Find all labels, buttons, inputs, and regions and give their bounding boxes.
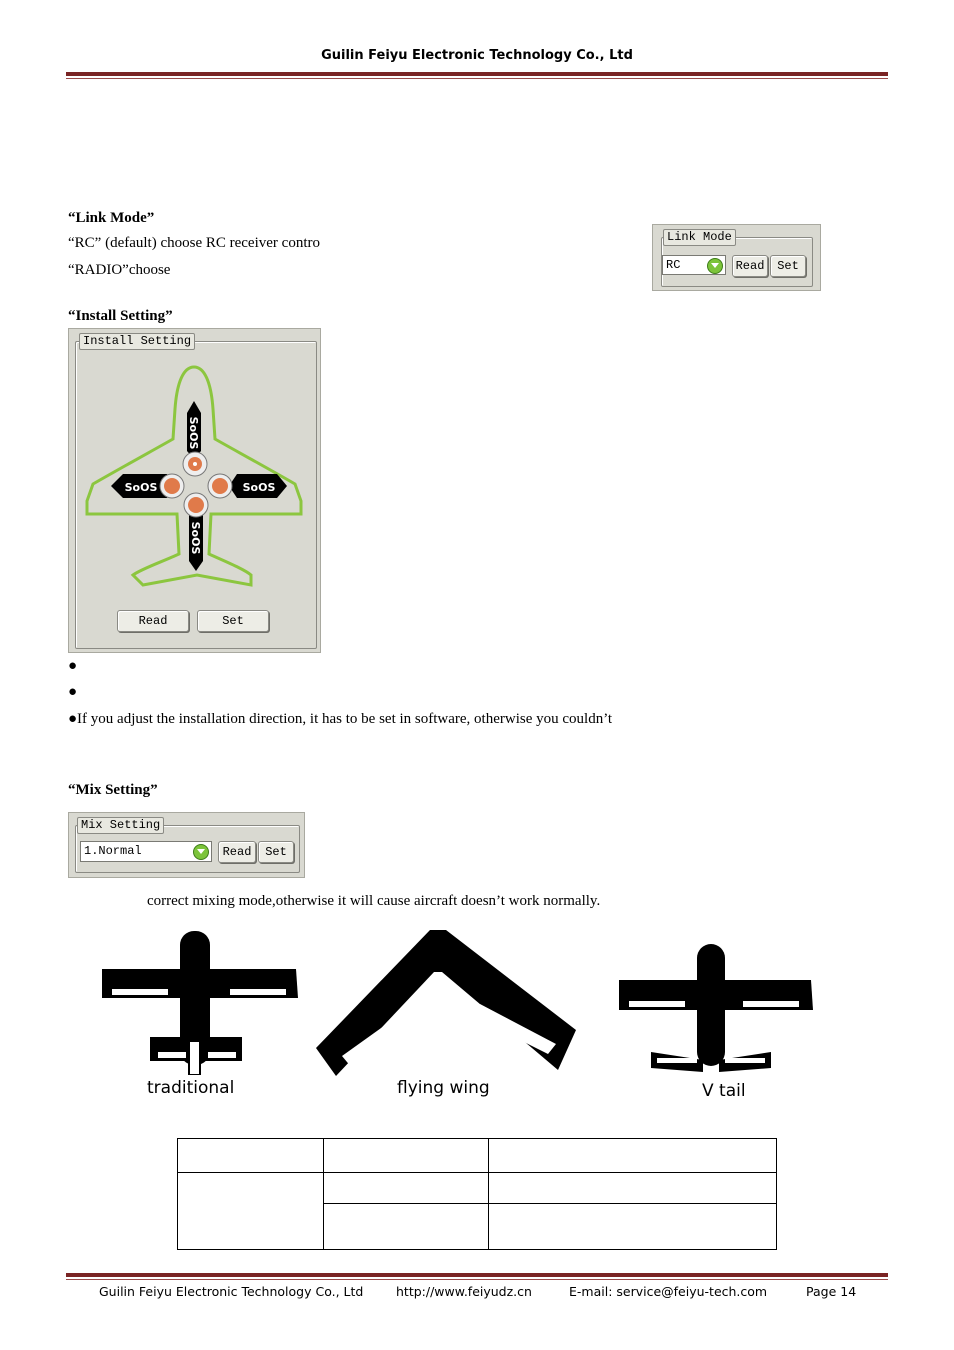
mix-setting-panel: [68, 812, 305, 878]
link-mode-text-radio: “RADIO”choose: [68, 262, 171, 278]
footer-rule: [66, 1273, 888, 1277]
knob-bottom-icon: [184, 493, 208, 517]
install-setting-panel: [68, 328, 321, 653]
table-cell: [489, 1139, 777, 1173]
svg-text:SoOS: SoOS: [189, 521, 202, 555]
mix-setting-note: correct mixing mode,otherwise it will cause aircraft doesn’t work normally.: [147, 893, 601, 909]
mix-setting-select-value: 1.Normal: [84, 844, 142, 858]
module-right-icon: [229, 474, 287, 498]
knob-left-icon: [160, 474, 184, 498]
install-setting-legend: Install Setting: [79, 333, 195, 350]
install-setting-read-button[interactable]: Read: [117, 610, 189, 632]
knob-top-icon: [183, 452, 207, 476]
link-mode-select-value: RC: [666, 258, 681, 272]
link-mode-text-rc: “RC” (default) choose RC receiver contro: [68, 235, 320, 251]
link-mode-read-button[interactable]: Read: [732, 255, 768, 277]
mix-setting-heading: “Mix Setting”: [68, 782, 158, 798]
link-mode-select[interactable]: [662, 255, 726, 275]
chevron-down-icon[interactable]: [193, 844, 209, 860]
footer-page-number: Page 14: [806, 1284, 857, 1299]
v-tail-aircraft-icon: [615, 940, 817, 1075]
link-mode-legend: Link Mode: [663, 229, 736, 246]
mix-setting-set-button[interactable]: Set: [258, 841, 294, 863]
table-cell: [324, 1139, 489, 1173]
knob-right-icon: [208, 474, 232, 498]
caption-traditional: traditional: [147, 1078, 235, 1098]
caption-flying-wing: flying wing: [397, 1078, 490, 1098]
table-row: [178, 1173, 777, 1204]
header-rule: [66, 72, 888, 76]
flying-wing-icon: [312, 926, 580, 1078]
footer-website[interactable]: http://www.feiyudz.cn: [396, 1284, 532, 1299]
table-row: [178, 1139, 777, 1173]
chevron-down-icon[interactable]: [707, 258, 723, 274]
install-bullet-2: ●: [68, 684, 78, 700]
module-top-icon: [187, 401, 201, 459]
table-cell: [324, 1173, 489, 1204]
caption-v-tail: V tail: [702, 1081, 746, 1101]
page-header: Guilin Feiyu Electronic Technology Co., Ltd: [321, 48, 633, 63]
footer-rule-thin: [66, 1279, 888, 1280]
install-bullet-1: ●: [68, 658, 78, 674]
header-rule-thin: [66, 78, 888, 79]
svg-text:SoOS: SoOS: [124, 481, 158, 494]
install-setting-heading: “Install Setting”: [68, 308, 173, 324]
install-bullet-3: ●If you adjust the installation direction, it has to be set in software, otherwise you couldn’t: [68, 711, 613, 727]
table-cell: [489, 1204, 777, 1250]
svg-text:SoOS: SoOS: [187, 416, 200, 450]
footer-company: Guilin Feiyu Electronic Technology Co., Ltd: [99, 1284, 364, 1299]
table-cell: [324, 1204, 489, 1250]
table-cell: [178, 1139, 324, 1173]
mix-setting-legend: Mix Setting: [77, 817, 164, 834]
footer-email[interactable]: E-mail: service@feiyu-tech.com: [569, 1284, 768, 1299]
mix-mode-table: [177, 1138, 777, 1250]
svg-text:SoOS: SoOS: [242, 481, 276, 494]
table-cell: [489, 1173, 777, 1204]
link-mode-set-button[interactable]: Set: [770, 255, 806, 277]
mix-setting-read-button[interactable]: Read: [218, 841, 256, 863]
mix-setting-select[interactable]: [80, 841, 212, 862]
traditional-aircraft-icon: [96, 925, 306, 1075]
install-setting-set-button[interactable]: Set: [197, 610, 269, 632]
orientation-diagram: [69, 329, 320, 652]
link-mode-panel: [652, 224, 821, 291]
table-cell: [178, 1173, 324, 1250]
link-mode-heading: “Link Mode”: [68, 210, 155, 226]
